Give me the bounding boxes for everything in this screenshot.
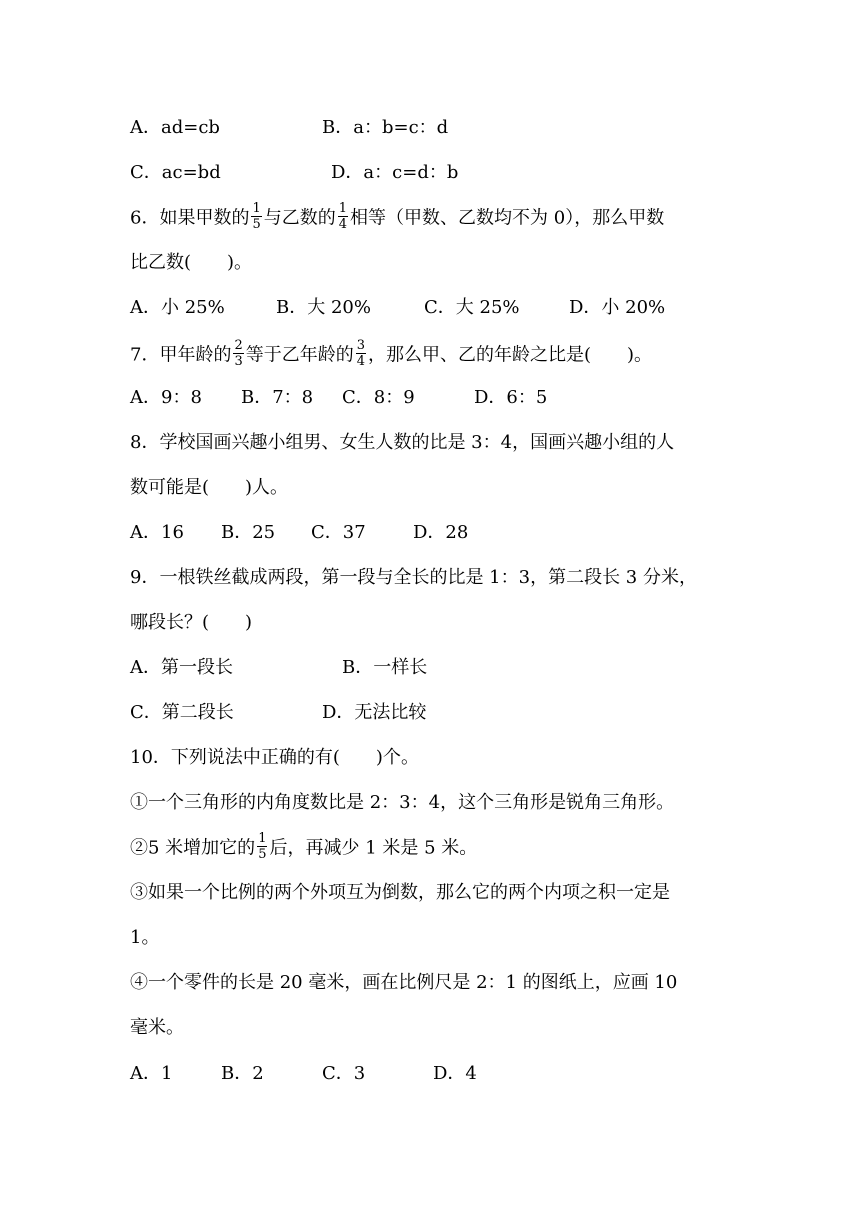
q9-stem-line1: 9．一根铁丝截成两段，第一段与全长的比是 1：3，第二段长 3 分米， — [130, 567, 697, 588]
q9-option-c: C．第二段长 — [130, 702, 234, 723]
q5-option-a: A．ad=cb — [130, 117, 220, 138]
q10-option-c: C．3 — [322, 1063, 366, 1084]
q5-option-c: C．ac=bd — [130, 162, 221, 183]
q10-statement-3-line2: 1。 — [130, 927, 160, 948]
q10-statement-2-post: 后，再减少 1 米是 5 米。 — [269, 837, 478, 859]
q5-option-b: B．a：b=c：d — [322, 117, 449, 138]
q6-stem-pre: 6．如果甲数的 — [130, 207, 250, 229]
q7-option-d: D．6：5 — [474, 387, 548, 408]
q10-fraction: $\frac{1}{5}$ — [258, 831, 267, 862]
q7-stem-pre: 7．甲年龄的 — [130, 344, 232, 366]
q8-stem-line1: 8．学校国画兴趣小组男、女生人数的比是 3：4，国画兴趣小组的人 — [130, 432, 675, 453]
q7-fraction-2: $\frac{3}{4}$ — [356, 338, 366, 369]
q6-option-d: D．小 20% — [569, 297, 666, 318]
q6-option-a: A．小 25% — [130, 297, 225, 318]
q9-option-b: B．一样长 — [342, 657, 428, 678]
q8-stem-line2: 数可能是( )人。 — [130, 477, 289, 498]
q10-statement-4-line1: ④一个零件的长是 20 毫米，画在比例尺是 2：1 的图纸上，应画 10 — [130, 972, 678, 993]
q10-option-a: A．1 — [130, 1063, 173, 1084]
q7-stem — [130, 338, 653, 370]
q10-option-d: D．4 — [433, 1063, 477, 1084]
q7-option-b: B．7：8 — [241, 387, 314, 408]
q5-option-d: D．a：c=d：b — [331, 162, 459, 183]
q6-stem-mid: 与乙数的 — [263, 207, 336, 229]
q6-fraction-1: $\frac{1}{5}$ — [252, 201, 261, 232]
q6-stem-line1 — [130, 201, 665, 233]
q6-fraction-2: $\frac{1}{4}$ — [338, 201, 348, 232]
q6-stem-post: 相等（甲数、乙数均不为 0），那么甲数 — [350, 207, 665, 229]
q7-option-a: A．9：8 — [130, 387, 202, 408]
q10-statement-1: ①一个三角形的内角度数比是 2：3：4，这个三角形是锐角三角形。 — [130, 792, 675, 813]
q7-stem-post: ，那么甲、乙的年龄之比是( )。 — [368, 344, 653, 366]
q7-fraction-1: $\frac{2}{3}$ — [234, 338, 243, 369]
q6-stem-line2: 比乙数( )。 — [130, 252, 253, 273]
q10-statement-2 — [130, 831, 478, 863]
q7-option-c: C．8：9 — [342, 387, 415, 408]
q6-option-b: B．大 20% — [276, 297, 371, 318]
q10-statement-4-line2: 毫米。 — [130, 1017, 184, 1038]
q10-statement-3-line1: ③如果一个比例的两个外项互为倒数，那么它的两个内项之积一定是 — [130, 882, 670, 903]
q8-option-a: A．16 — [130, 522, 184, 543]
q10-stem: 10．下列说法中正确的有( )个。 — [130, 747, 419, 768]
q10-statement-2-pre: ②5 米增加它的 — [130, 837, 256, 859]
q8-option-b: B．25 — [221, 522, 276, 543]
q8-option-c: C．37 — [311, 522, 366, 543]
q10-option-b: B．2 — [221, 1063, 264, 1084]
q9-option-d: D．无法比较 — [322, 702, 427, 723]
q8-option-d: D．28 — [413, 522, 469, 543]
q9-stem-line2: 哪段长？( ) — [130, 612, 253, 633]
q6-option-c: C．大 25% — [424, 297, 520, 318]
q9-option-a: A．第一段长 — [130, 657, 233, 678]
q7-stem-mid: 等于乙年龄的 — [245, 344, 354, 366]
